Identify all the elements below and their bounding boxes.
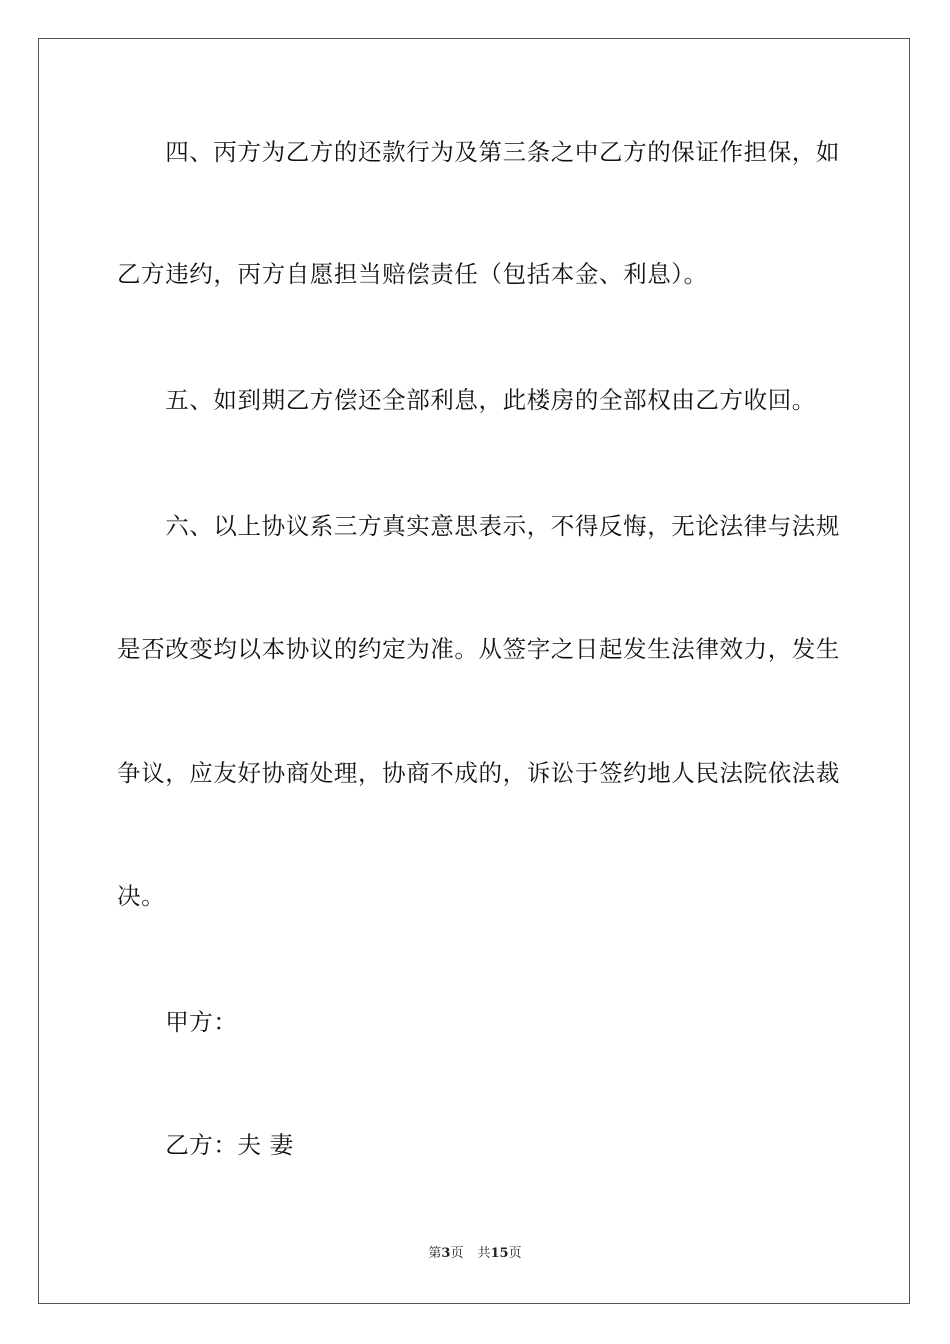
page-prefix: 第 <box>428 1246 442 1261</box>
page-number: 3 <box>441 1246 451 1261</box>
total-pages: 15 <box>490 1246 509 1261</box>
total-suffix: 页 <box>508 1246 522 1261</box>
page-footer <box>0 1245 950 1263</box>
party-a-label: 甲方： <box>117 1008 238 1036</box>
paragraph-4-line-2: 乙方违约，丙方自愿担当赔偿责任（包括本金、利息）。 <box>117 260 708 288</box>
paragraph-4-line-1: 四、丙方为乙方的还款行为及第三条之中乙方的保证作担保，如 <box>117 138 840 166</box>
paragraph-5-line-1: 五、如到期乙方偿还全部利息，此楼房的全部权由乙方收回。 <box>117 386 816 414</box>
paragraph-6-line-4: 决。 <box>117 882 166 910</box>
paragraph-6-line-3: 争议，应友好协商处理，协商不成的，诉讼于签约地人民法院依法裁 <box>117 759 840 787</box>
paragraph-6-line-1: 六、以上协议系三方真实意思表示，不得反悔，无论法律与法规 <box>117 512 840 540</box>
paragraph-6-line-2: 是否改变均以本协议的约定为准。从签字之日起发生法律效力，发生 <box>117 635 840 663</box>
party-b-label: 乙方：夫 妻 <box>117 1131 294 1159</box>
page-suffix: 页 <box>450 1246 464 1261</box>
total-prefix: 共 <box>477 1246 491 1261</box>
page-border <box>38 38 910 1304</box>
